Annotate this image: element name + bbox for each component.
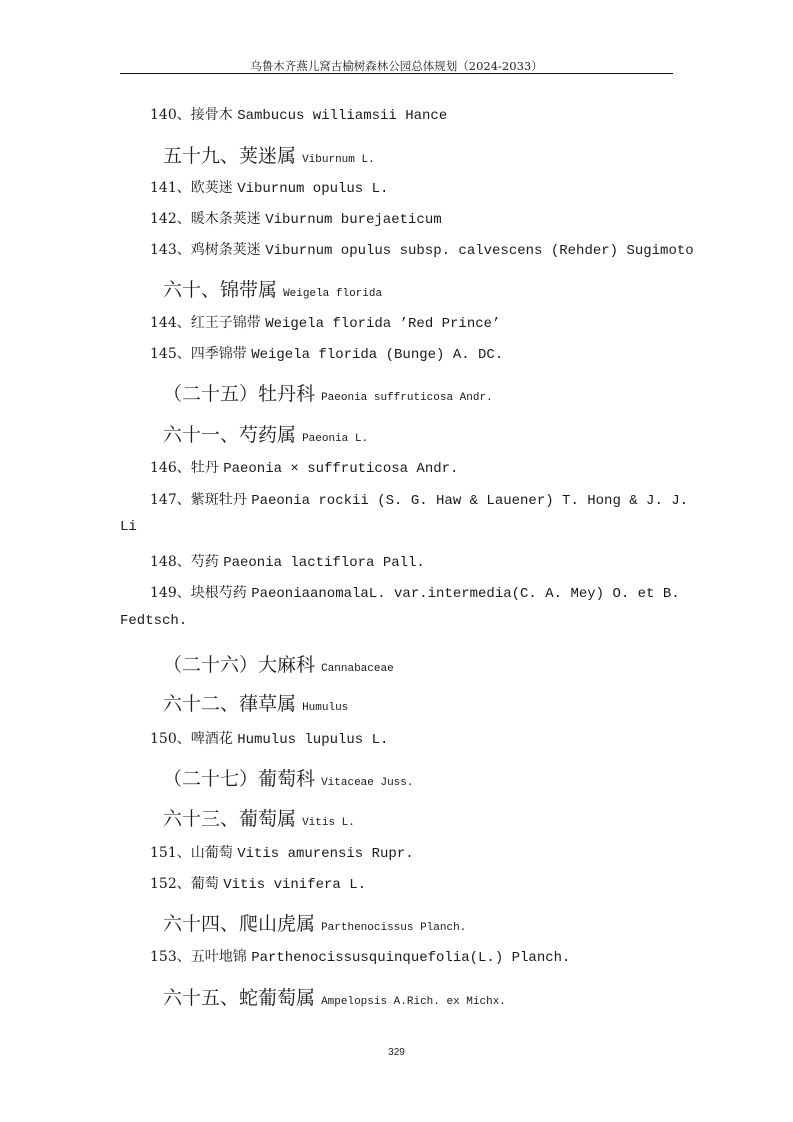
entry-label: 145、四季锦带	[150, 346, 247, 362]
species-entry	[150, 312, 500, 332]
species-entry	[150, 177, 388, 197]
genus-heading	[163, 909, 466, 936]
continuation-line	[120, 519, 137, 535]
scientific-name: Paeonia × suffruticosa Andr.	[223, 461, 459, 477]
scientific-name: Viburnum opulus subsp. calvescens (Rehder) Sugimoto	[265, 243, 694, 259]
scientific-name: Sambucus williamsii Hance	[237, 108, 448, 124]
scientific-name: Paeonia rockii (S. G. Haw & Lauener) T. Hong & J. J.	[251, 493, 689, 509]
species-entry	[150, 551, 425, 571]
scientific-name: Viburnum L.	[302, 154, 375, 166]
species-entry	[150, 728, 388, 748]
scientific-name: Weigela florida (Bunge) A. DC.	[251, 347, 504, 363]
entry-label: 六十五、蛇葡萄属	[163, 987, 316, 1009]
scientific-name: Paeonia lactiflora Pall.	[223, 555, 425, 571]
species-entry	[150, 457, 458, 477]
entry-label: 147、紫斑牡丹	[150, 492, 247, 508]
entry-label: 五十九、荚迷属	[163, 145, 297, 167]
entry-label: 六十一、芍药属	[163, 424, 297, 446]
genus-heading	[163, 420, 368, 447]
scientific-name: Vitaceae Juss.	[321, 777, 414, 789]
family-heading	[163, 650, 394, 677]
family-heading	[163, 379, 493, 406]
entry-label: 149、块根芍药	[150, 585, 247, 601]
family-heading	[163, 764, 413, 791]
entry-label: 140、接骨木	[150, 107, 233, 123]
entry-label: 153、五叶地锦	[150, 949, 247, 965]
scientific-name: Vitis amurensis Rupr.	[237, 846, 414, 862]
scientific-name: Vitis L.	[302, 817, 355, 829]
species-entry	[150, 343, 503, 363]
entry-label: 152、葡萄	[150, 876, 219, 892]
scientific-name: Cannabaceae	[321, 663, 394, 675]
scientific-name: Paeonia suffruticosa Andr.	[321, 392, 493, 404]
scientific-name: Weigela florida ’Red Prince’	[265, 316, 501, 332]
species-entry	[150, 239, 694, 259]
species-entry	[150, 104, 447, 124]
genus-heading	[163, 689, 348, 716]
species-entry	[150, 946, 570, 966]
running-header: 乌鲁木齐燕儿窝古榆树森林公园总体规划（2024-2033）	[250, 59, 543, 73]
scientific-name: Humulus	[302, 702, 349, 714]
genus-heading	[163, 275, 382, 302]
entry-label: 141、欧荚迷	[150, 180, 233, 196]
entry-continuation: Fedtsch.	[120, 613, 188, 629]
species-entry	[150, 489, 688, 509]
genus-heading	[163, 141, 375, 168]
entry-label: 142、暖木条荚迷	[150, 211, 261, 227]
entry-label: 六十三、葡萄属	[163, 808, 297, 830]
scientific-name: Ampelopsis A.Rich. ex Michx.	[321, 996, 506, 1008]
entry-label: 150、啤酒花	[150, 731, 233, 747]
species-entry	[150, 842, 414, 862]
scientific-name: Weigela florida	[283, 288, 383, 300]
genus-heading	[163, 983, 506, 1010]
scientific-name: Vitis vinifera L.	[223, 877, 367, 893]
entry-label: 六十、锦带属	[163, 279, 278, 301]
genus-heading	[163, 804, 355, 831]
entry-label: 六十四、爬山虎属	[163, 913, 316, 935]
scientific-name: Humulus lupulus L.	[237, 732, 389, 748]
entry-label: 151、山葡萄	[150, 845, 233, 861]
header-rule	[120, 73, 673, 74]
entry-label: （二十七）葡萄科	[163, 768, 316, 790]
entry-label: 六十二、葎草属	[163, 693, 297, 715]
scientific-name: Paeonia L.	[302, 433, 369, 445]
entry-label: 143、鸡树条荚迷	[150, 242, 261, 258]
entry-label: 148、芍药	[150, 554, 219, 570]
entry-continuation: Li	[120, 519, 137, 535]
species-entry	[150, 873, 366, 893]
scientific-name: Parthenocissus Planch.	[321, 922, 467, 934]
species-entry	[150, 582, 680, 602]
page-number: 329	[388, 1047, 405, 1058]
species-entry	[150, 208, 442, 228]
scientific-name: Viburnum burejaeticum	[265, 212, 442, 228]
entry-label: （二十六）大麻科	[163, 654, 316, 676]
entry-label: 146、牡丹	[150, 460, 219, 476]
scientific-name: PaeoniaanomalaL. var.intermedia(C. A. Mey) O. et B.	[251, 586, 680, 602]
scientific-name: Parthenocissusquinquefolia(L.) Planch.	[251, 950, 571, 966]
entry-label: 144、红王子锦带	[150, 315, 261, 331]
scientific-name: Viburnum opulus L.	[237, 181, 389, 197]
entry-label: （二十五）牡丹科	[163, 383, 316, 405]
continuation-line	[120, 613, 187, 629]
